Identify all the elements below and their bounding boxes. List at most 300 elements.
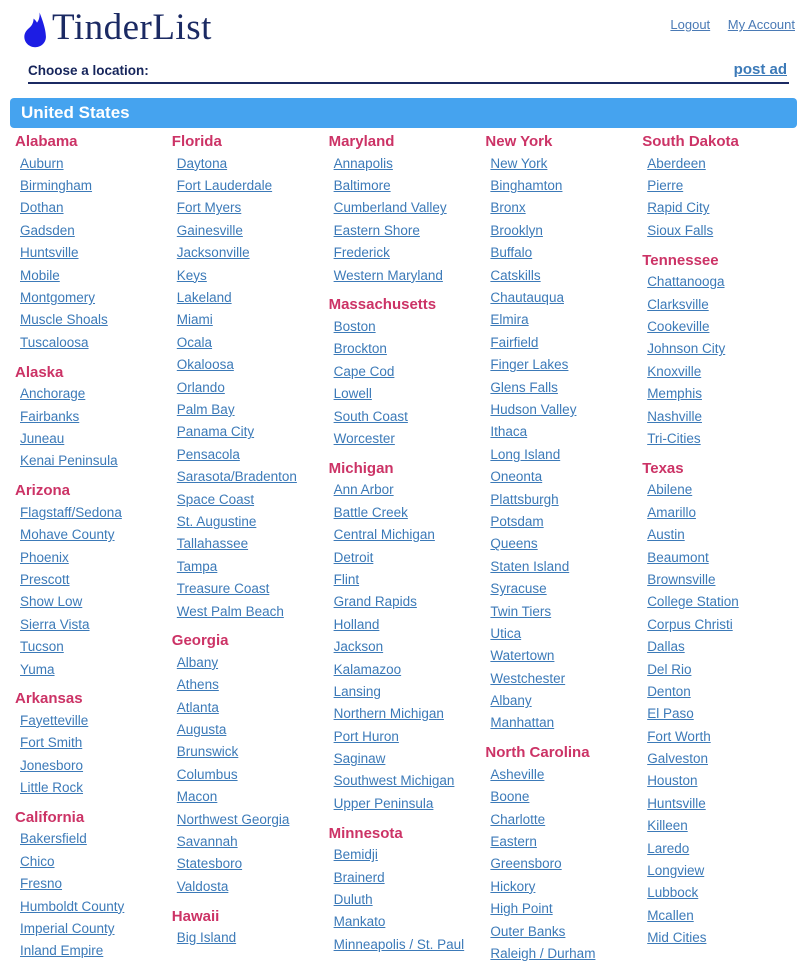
city-link[interactable]: Grand Rapids (333, 594, 417, 610)
city-link[interactable]: Raleigh / Durham (490, 945, 596, 961)
city-link[interactable]: Statesboro (176, 856, 243, 872)
state-column (642, 132, 799, 965)
city-link[interactable]: Keys (176, 267, 207, 283)
city-row (329, 680, 480, 702)
city-row (172, 763, 323, 785)
city-row (172, 331, 323, 353)
state-header: Arkansas (15, 690, 83, 708)
city-row (642, 747, 793, 769)
city-link[interactable]: Watertown (490, 648, 555, 664)
city-link[interactable]: High Point (490, 901, 553, 917)
city-link[interactable]: Duluth (333, 892, 373, 908)
city-link[interactable]: Flint (333, 571, 360, 587)
city-link[interactable]: Columbus (176, 766, 238, 782)
city-link[interactable]: Sioux Falls (647, 222, 714, 238)
city-row (15, 568, 166, 590)
state-group (15, 808, 166, 962)
state-column (15, 132, 172, 965)
state-header: Georgia (171, 632, 229, 650)
city-link[interactable]: Ann Arbor (333, 482, 394, 498)
city-row (485, 264, 636, 286)
city-link[interactable]: Auburn (20, 155, 64, 171)
city-link[interactable]: Longview (647, 863, 705, 879)
city-row (172, 600, 323, 622)
city-row (642, 725, 793, 747)
city-link[interactable]: Fort Lauderdale (176, 178, 273, 194)
city-row (172, 875, 323, 897)
city-link[interactable]: Battle Creek (333, 504, 408, 520)
city-link[interactable]: Chautauqua (490, 290, 564, 306)
account-links (656, 17, 795, 32)
city-link[interactable]: Corpus Christi (647, 616, 733, 632)
city-link[interactable]: Sierra Vista (20, 616, 90, 632)
city-link[interactable]: Northwest Georgia (176, 811, 290, 827)
state-group (329, 459, 480, 815)
city-link[interactable]: Albany (176, 654, 219, 670)
city-row (485, 763, 636, 785)
city-row (172, 577, 323, 599)
city-link[interactable]: Juneau (20, 430, 65, 446)
city-link[interactable]: Ithaca (490, 424, 528, 440)
city-link[interactable]: Cookeville (647, 319, 710, 335)
city-row (172, 197, 323, 219)
city-link[interactable]: Annapolis (333, 155, 393, 171)
city-link[interactable]: Aberdeen (647, 155, 706, 171)
city-row (485, 786, 636, 808)
city-row (485, 219, 636, 241)
city-row (172, 927, 323, 949)
city-row (642, 770, 793, 792)
city-row (15, 635, 166, 657)
city-row (329, 264, 480, 286)
city-row (642, 219, 793, 241)
city-link[interactable]: Elmira (490, 312, 529, 328)
city-link[interactable]: Imperial County (20, 921, 115, 937)
city-link[interactable]: Show Low (20, 594, 83, 610)
city-row (485, 830, 636, 852)
city-link[interactable]: Humboldt County (20, 898, 125, 914)
city-link[interactable]: Staten Island (490, 558, 570, 574)
city-row (172, 533, 323, 555)
city-link[interactable]: Treasure Coast (176, 581, 270, 597)
city-link[interactable]: Oneonta (490, 469, 543, 485)
city-row (485, 875, 636, 897)
city-link[interactable]: Bronx (490, 200, 526, 216)
state-group (642, 459, 793, 949)
city-row (329, 568, 480, 590)
city-link[interactable]: Bemidji (333, 847, 378, 863)
city-link[interactable]: Plattsburgh (490, 491, 559, 507)
city-row (485, 853, 636, 875)
city-row (172, 786, 323, 808)
city-row (329, 174, 480, 196)
city-link[interactable]: Brainerd (333, 869, 385, 885)
city-link[interactable]: Prescott (20, 571, 70, 587)
city-row (642, 680, 793, 702)
state-header: North Carolina (485, 744, 590, 762)
state-header: South Dakota (642, 133, 739, 150)
city-link[interactable]: Brownsville (647, 571, 716, 587)
city-link[interactable]: Chico (20, 853, 55, 869)
city-link[interactable]: Utica (490, 625, 522, 641)
state-group (172, 631, 323, 897)
city-link[interactable]: Inland Empire (20, 943, 104, 959)
city-row (172, 808, 323, 830)
city-link[interactable]: Fresno (20, 876, 63, 892)
header-divider (28, 82, 789, 84)
city-row (642, 383, 793, 405)
logout-link[interactable]: Logout (670, 17, 711, 32)
city-link[interactable]: Worcester (333, 430, 395, 446)
city-row (15, 383, 166, 405)
city-link[interactable]: Cape Cod (333, 363, 395, 379)
city-row (172, 376, 323, 398)
city-link[interactable]: Western Maryland (333, 267, 443, 283)
city-link[interactable]: Killeen (647, 818, 688, 834)
city-row (329, 383, 480, 405)
city-row (642, 658, 793, 680)
city-link[interactable]: Westchester (490, 670, 566, 686)
city-row (485, 465, 636, 487)
city-row (15, 152, 166, 174)
city-row (172, 264, 323, 286)
state-header: Alabama (15, 133, 78, 150)
city-link[interactable]: Baltimore (333, 178, 391, 194)
city-link[interactable]: Pierre (647, 178, 684, 194)
city-link[interactable]: Manhattan (490, 715, 555, 731)
city-link[interactable]: Lubbock (647, 885, 699, 901)
city-row (642, 837, 793, 859)
city-row (329, 888, 480, 910)
city-row (329, 501, 480, 523)
city-link[interactable]: Binghamton (490, 178, 563, 194)
city-link[interactable]: Central Michigan (333, 527, 435, 543)
city-link[interactable]: Twin Tiers (490, 603, 552, 619)
city-row (172, 830, 323, 852)
city-row (15, 732, 166, 754)
city-row (485, 152, 636, 174)
city-link[interactable]: Miami (176, 312, 213, 328)
city-link[interactable]: Minneapolis / St. Paul (333, 936, 465, 952)
city-link[interactable]: Johnson City (647, 341, 726, 357)
city-row (642, 338, 793, 360)
city-link[interactable]: Syracuse (490, 581, 547, 597)
city-link[interactable]: Greensboro (490, 856, 562, 872)
city-link[interactable]: Space Coast (176, 491, 255, 507)
city-row (15, 286, 166, 308)
state-group (329, 132, 480, 286)
city-row (642, 815, 793, 837)
city-row (642, 635, 793, 657)
city-link[interactable]: Eastern Shore (333, 222, 420, 238)
city-row (15, 523, 166, 545)
city-link[interactable]: Rapid City (647, 200, 710, 216)
city-link[interactable]: Frederick (333, 245, 390, 261)
city-link[interactable]: Holland (333, 616, 380, 632)
city-link[interactable]: Clarksville (647, 296, 709, 312)
city-row (642, 792, 793, 814)
city-link[interactable]: Fort Myers (176, 200, 242, 216)
city-link[interactable]: Tri-Cities (647, 430, 701, 446)
city-link[interactable]: Huntsville (20, 245, 79, 261)
city-link[interactable]: Ocala (176, 334, 213, 350)
city-row (172, 443, 323, 465)
city-row (15, 591, 166, 613)
city-row (15, 197, 166, 219)
city-link[interactable]: Valdosta (176, 878, 229, 894)
state-header: Alaska (15, 363, 64, 381)
city-link[interactable]: Sarasota/Bradenton (176, 469, 297, 485)
city-row (15, 917, 166, 939)
city-link[interactable]: Brockton (333, 341, 387, 357)
city-link[interactable]: Charlotte (490, 811, 546, 827)
city-link[interactable]: South Coast (333, 408, 408, 424)
city-row (485, 533, 636, 555)
city-link[interactable]: Muscle Shoals (20, 312, 108, 328)
city-row (172, 696, 323, 718)
city-link[interactable]: Hickory (490, 878, 536, 894)
city-row (485, 622, 636, 644)
city-link[interactable]: Macon (176, 789, 218, 805)
city-link[interactable]: Flagstaff/Sedona (20, 504, 122, 520)
columns (0, 128, 807, 965)
city-link[interactable]: Dothan (20, 200, 64, 216)
city-row (329, 725, 480, 747)
country-banner: United States (10, 98, 797, 128)
city-row (15, 405, 166, 427)
city-link[interactable]: Hudson Valley (490, 401, 577, 417)
city-link[interactable]: Denton (647, 683, 691, 699)
city-link[interactable]: Del Rio (647, 661, 692, 677)
city-link[interactable]: Tucson (20, 639, 64, 655)
city-link[interactable]: Daytona (176, 155, 228, 171)
city-link[interactable]: Savannah (176, 834, 238, 850)
city-row (329, 613, 480, 635)
city-row (15, 895, 166, 917)
city-link[interactable]: Abilene (647, 482, 693, 498)
city-link[interactable]: Big Island (176, 930, 237, 946)
city-row (15, 776, 166, 798)
city-link[interactable]: Queens (490, 536, 538, 552)
city-link[interactable]: Kenai Peninsula (20, 453, 118, 469)
state-header: Hawaii (171, 907, 220, 925)
state-group (15, 132, 166, 354)
city-link[interactable]: Panama City (176, 424, 255, 440)
city-link[interactable]: Okaloosa (176, 357, 234, 373)
city-row (15, 331, 166, 353)
city-row (642, 523, 793, 545)
city-link[interactable]: Fort Smith (20, 735, 83, 751)
city-row (15, 546, 166, 568)
city-link[interactable]: New York (490, 155, 548, 171)
city-row (642, 501, 793, 523)
city-row (485, 898, 636, 920)
city-link[interactable]: Bakersfield (20, 831, 87, 847)
city-link[interactable]: Upper Peninsula (333, 795, 434, 811)
state-column (329, 132, 486, 965)
my-account-link[interactable]: My Account (727, 17, 795, 32)
city-row (329, 360, 480, 382)
city-row (642, 315, 793, 337)
city-row (172, 242, 323, 264)
city-link[interactable]: Lansing (333, 683, 381, 699)
city-link[interactable]: Tampa (176, 558, 218, 574)
city-link[interactable]: Mobile (20, 267, 60, 283)
city-link[interactable]: Mankato (333, 914, 386, 930)
city-link[interactable]: Anchorage (20, 386, 86, 402)
city-link[interactable]: Beaumont (647, 549, 709, 565)
city-link[interactable]: Amarillo (647, 504, 696, 520)
city-link[interactable]: Gainesville (176, 222, 243, 238)
city-row (642, 859, 793, 881)
city-row (329, 770, 480, 792)
city-row (485, 443, 636, 465)
city-link[interactable]: Austin (647, 527, 685, 543)
city-link[interactable]: Brunswick (176, 744, 239, 760)
city-link[interactable]: Montgomery (20, 290, 96, 306)
city-link[interactable]: Southwest Michigan (333, 773, 455, 789)
city-link[interactable]: Memphis (647, 386, 702, 402)
city-link[interactable]: Tuscaloosa (20, 334, 89, 350)
city-link[interactable]: Fayetteville (20, 712, 89, 728)
city-row (15, 264, 166, 286)
city-row (642, 568, 793, 590)
city-link[interactable]: Mohave County (20, 527, 115, 543)
city-link[interactable]: Houston (647, 773, 698, 789)
city-link[interactable]: Eastern (490, 834, 537, 850)
post-ad-link[interactable]: post ad (733, 61, 787, 78)
city-row (329, 658, 480, 680)
city-link[interactable]: Catskills (490, 267, 541, 283)
city-link[interactable]: Detroit (333, 549, 374, 565)
location-row (20, 49, 797, 80)
city-row (642, 271, 793, 293)
city-link[interactable]: Jackson (333, 639, 384, 655)
state-header: Tennessee (642, 251, 719, 269)
city-link[interactable]: Fairfield (490, 334, 539, 350)
state-group (485, 743, 636, 965)
city-link[interactable]: Jonesboro (20, 757, 84, 773)
city-link[interactable]: Palm Bay (176, 401, 235, 417)
city-link[interactable]: Jacksonville (176, 245, 250, 261)
city-link[interactable]: Boston (333, 319, 376, 335)
city-row (329, 242, 480, 264)
city-row (485, 309, 636, 331)
city-row (642, 613, 793, 635)
city-link[interactable]: Fort Worth (647, 728, 711, 744)
city-row (15, 501, 166, 523)
city-link[interactable]: Buffalo (490, 245, 533, 261)
city-link[interactable]: Phoenix (20, 549, 69, 565)
city-link[interactable]: Asheville (490, 766, 545, 782)
city-link[interactable]: El Paso (647, 706, 694, 722)
city-row (329, 479, 480, 501)
city-link[interactable]: Tallahassee (176, 536, 249, 552)
city-link[interactable]: Fairbanks (20, 408, 80, 424)
city-link[interactable]: Outer Banks (490, 923, 566, 939)
city-row (329, 844, 480, 866)
city-link[interactable]: Long Island (490, 446, 561, 462)
city-row (172, 510, 323, 532)
city-row (329, 911, 480, 933)
city-link[interactable]: Albany (490, 693, 532, 709)
city-row (329, 219, 480, 241)
city-row (172, 421, 323, 443)
city-row (15, 427, 166, 449)
state-header: Arizona (15, 482, 71, 500)
city-row (329, 703, 480, 725)
city-link[interactable]: Augusta (176, 722, 227, 738)
city-row (485, 242, 636, 264)
city-link[interactable]: Gadsden (20, 222, 75, 238)
city-link[interactable]: Yuma (20, 661, 55, 677)
city-link[interactable]: Birmingham (20, 178, 93, 194)
state-header: Massachusetts (328, 296, 437, 314)
city-row (329, 747, 480, 769)
city-link[interactable]: Mcallen (647, 907, 694, 923)
city-link[interactable]: Dallas (647, 639, 685, 655)
city-row (485, 331, 636, 353)
top-bar (0, 0, 807, 84)
city-link[interactable]: Lowell (333, 386, 372, 402)
city-link[interactable]: Brooklyn (490, 222, 543, 238)
city-row (642, 427, 793, 449)
city-link[interactable]: Northern Michigan (333, 706, 444, 722)
city-row (485, 376, 636, 398)
city-link[interactable]: Pensacola (176, 446, 240, 462)
city-link[interactable]: Port Huron (333, 728, 399, 744)
city-link[interactable]: Nashville (647, 408, 702, 424)
city-row (485, 667, 636, 689)
city-link[interactable]: Potsdam (490, 513, 544, 529)
city-link[interactable]: Huntsville (647, 795, 706, 811)
city-link[interactable]: Mid Cities (647, 930, 707, 946)
city-link[interactable]: Athens (176, 677, 219, 693)
state-group (15, 689, 166, 799)
city-row (15, 174, 166, 196)
city-link[interactable]: Orlando (176, 379, 225, 395)
city-row (642, 479, 793, 501)
city-link[interactable]: Little Rock (20, 780, 84, 796)
city-link[interactable]: Laredo (647, 840, 690, 856)
state-group (172, 907, 323, 949)
city-link[interactable]: Kalamazoo (333, 661, 402, 677)
city-link[interactable]: Atlanta (176, 699, 219, 715)
city-row (485, 555, 636, 577)
city-link[interactable]: Boone (490, 789, 530, 805)
city-link[interactable]: Saginaw (333, 751, 386, 767)
city-row (642, 360, 793, 382)
city-link[interactable]: College Station (647, 594, 739, 610)
city-link[interactable]: West Palm Beach (176, 603, 284, 619)
city-row (485, 197, 636, 219)
city-link[interactable]: Glens Falls (490, 379, 558, 395)
city-row (485, 174, 636, 196)
city-row (329, 427, 480, 449)
city-link[interactable]: Finger Lakes (490, 357, 569, 373)
city-link[interactable]: Cumberland Valley (333, 200, 447, 216)
city-row (485, 645, 636, 667)
city-row (172, 286, 323, 308)
city-link[interactable]: Galveston (647, 751, 708, 767)
city-row (172, 309, 323, 331)
city-link[interactable]: Chattanooga (647, 274, 725, 290)
city-link[interactable]: Lakeland (176, 290, 232, 306)
city-link[interactable]: Knoxville (647, 363, 702, 379)
city-row (172, 152, 323, 174)
city-row (172, 651, 323, 673)
city-link[interactable]: St. Augustine (176, 513, 257, 529)
